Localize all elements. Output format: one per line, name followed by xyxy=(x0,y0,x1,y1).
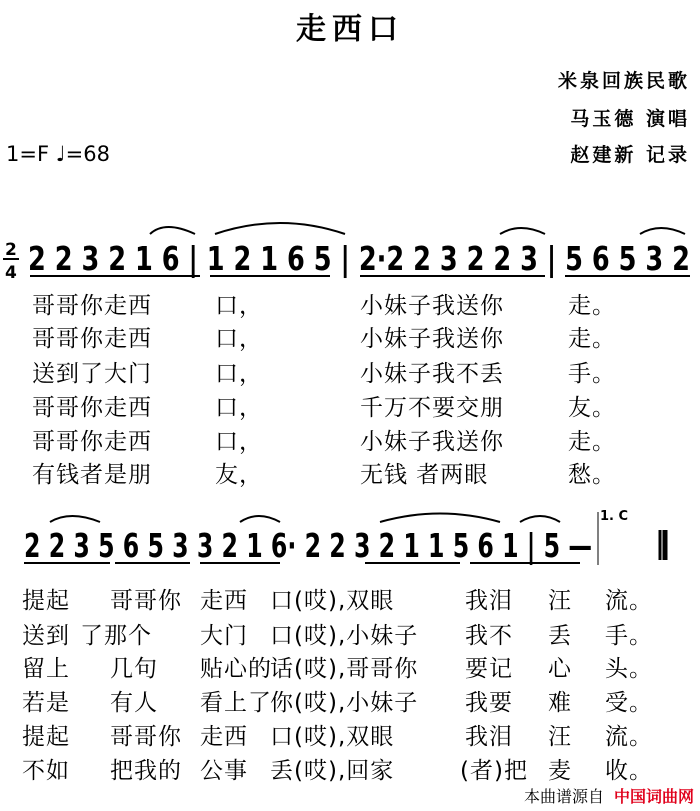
verse2-line-6: 不如 把我的 公事 丢(哎),回家 (者)把 麦 收。 xyxy=(22,758,653,784)
notes-line-2: 2 2 3 5 6 5 3 3 2 1 6· 2 2 3 2 1 1 5 6 1 | 5 — xyxy=(24,526,592,565)
footer-site-link[interactable]: 中国词曲网 xyxy=(613,787,694,806)
song-title: 走西口 xyxy=(296,12,404,47)
verse2-line-3: 留上 几句 贴心的 话(哎),哥哥你 要记 心 头。 xyxy=(22,656,653,682)
svg-text:4: 4 xyxy=(5,263,17,283)
verse2-line-2: 送到 了那个 大门 口(哎),小妹子 我不 丢 手。 xyxy=(22,623,653,649)
footer-source: 本曲谱源自 xyxy=(523,787,604,806)
time-signature xyxy=(3,240,19,283)
volta-mark: 1. C xyxy=(600,509,629,524)
credit-origin: 米泉回族民歌 xyxy=(557,70,690,92)
verse1-line-2: 哥哥你走西 口， 小妹子我送你 走。 xyxy=(32,326,616,352)
verse1-line-3: 送到了大门 口， 小妹子我不丢 手。 xyxy=(32,361,616,387)
verse1-line-4: 哥哥你走西 口， 千万不要交朋 友。 xyxy=(32,395,616,421)
verse1-line-5: 哥哥你走西 口， 小妹子我送你 走。 xyxy=(32,429,616,455)
verse2-line-1: 提起 哥哥你 走西 口(哎),双眼 我泪 汪 流。 xyxy=(22,588,653,614)
notes-line-1: 2 2 3 2 1 6 | 1 2 1 6 5 | 2·2 2 3 2 2 3 | 5 6 5 3 2 xyxy=(28,239,690,278)
credit-singer: 马玉德 演唱 xyxy=(570,108,690,130)
credit-recorder: 赵建新 记录 xyxy=(570,144,690,166)
svg-text:2: 2 xyxy=(5,240,17,260)
key-tempo: 1=F ♩=68 xyxy=(6,142,110,166)
verse2-line-4: 若是 有人 看上了 你(哎),小妹子 我要 难 受。 xyxy=(22,690,653,716)
verse2-line-5: 提起 哥哥你 走西 口(哎),双眼 我泪 汪 流。 xyxy=(22,724,653,750)
verse1-line-1: 哥哥你走西 口， 小妹子我送你 走。 xyxy=(32,293,616,319)
verse1-line-6: 有钱者是朋 友， 无钱 者两眼 愁。 xyxy=(32,462,616,488)
footer xyxy=(524,784,694,807)
